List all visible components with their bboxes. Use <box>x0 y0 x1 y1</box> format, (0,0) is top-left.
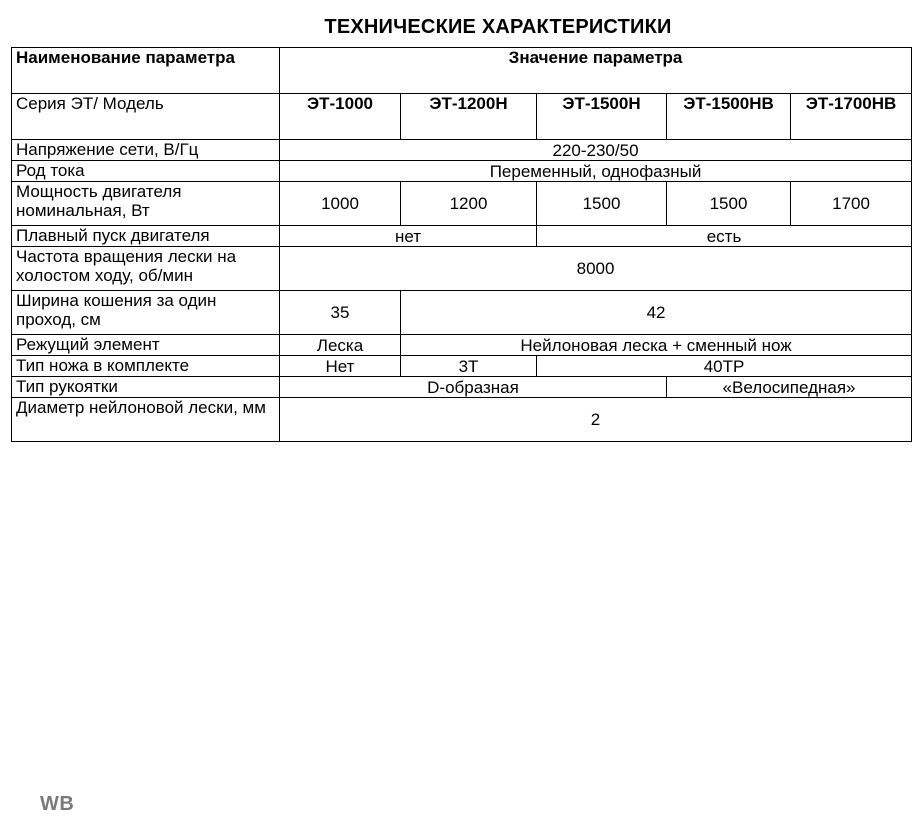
power-row <box>12 182 912 226</box>
power-value: 1500 <box>537 182 667 226</box>
model-cell: ЭТ-1500НВ <box>667 94 791 140</box>
width-label: Ширина кошения за один проход, см <box>12 291 280 335</box>
cutter-label: Режущий элемент <box>12 335 280 356</box>
power-value: 1200 <box>401 182 537 226</box>
diameter-value: 2 <box>280 398 912 442</box>
rpm-value: 8000 <box>280 247 912 291</box>
current-value: Переменный, однофазный <box>280 161 912 182</box>
voltage-label: Напряжение сети, В/Гц <box>12 140 280 161</box>
param-header: Наименование параметра <box>12 48 280 94</box>
soft-start-no: нет <box>280 226 537 247</box>
voltage-row <box>12 140 912 161</box>
diameter-label: Диаметр нейлоновой лески, мм <box>12 398 280 442</box>
handle-row <box>12 377 912 398</box>
spec-table <box>11 47 912 442</box>
width-value-a: 35 <box>280 291 401 335</box>
power-value: 1500 <box>667 182 791 226</box>
power-label: Мощность двигателя номинальная, Вт <box>12 182 280 226</box>
handle-value-a: D-образная <box>280 377 667 398</box>
soft-start-yes: есть <box>537 226 912 247</box>
knife-value-b: 3Т <box>401 356 537 377</box>
rpm-row <box>12 247 912 291</box>
handle-value-b: «Велосипедная» <box>667 377 912 398</box>
model-cell: ЭТ-1700НВ <box>791 94 912 140</box>
model-cell: ЭТ-1200Н <box>401 94 537 140</box>
soft-start-label: Плавный пуск двигателя <box>12 226 280 247</box>
rpm-label: Частота вращения лески на холостом ходу, об/мин <box>12 247 280 291</box>
knife-value-c: 40ТР <box>537 356 912 377</box>
page-title: ТЕХНИЧЕСКИЕ ХАРАКТЕРИСТИКИ <box>324 16 672 38</box>
width-row <box>12 291 912 335</box>
cutter-row <box>12 335 912 356</box>
knife-row <box>12 356 912 377</box>
knife-label: Тип ножа в комплекте <box>12 356 280 377</box>
header-row <box>12 48 912 94</box>
voltage-value: 220-230/50 <box>280 140 912 161</box>
series-label: Серия ЭТ/ Модель <box>12 94 280 140</box>
soft-start-row <box>12 226 912 247</box>
model-cell: ЭТ-1500Н <box>537 94 667 140</box>
knife-value-a: Нет <box>280 356 401 377</box>
wb-watermark: WB <box>40 793 75 815</box>
current-label: Род тока <box>12 161 280 182</box>
current-row <box>12 161 912 182</box>
handle-label: Тип рукоятки <box>12 377 280 398</box>
cutter-value-b: Нейлоновая леска + сменный нож <box>401 335 912 356</box>
value-header: Значение параметра <box>280 48 912 94</box>
model-cell: ЭТ-1000 <box>280 94 401 140</box>
power-value: 1700 <box>791 182 912 226</box>
width-value-b: 42 <box>401 291 912 335</box>
series-row <box>12 94 912 140</box>
cutter-value-a: Леска <box>280 335 401 356</box>
power-value: 1000 <box>280 182 401 226</box>
diameter-row <box>12 398 912 442</box>
